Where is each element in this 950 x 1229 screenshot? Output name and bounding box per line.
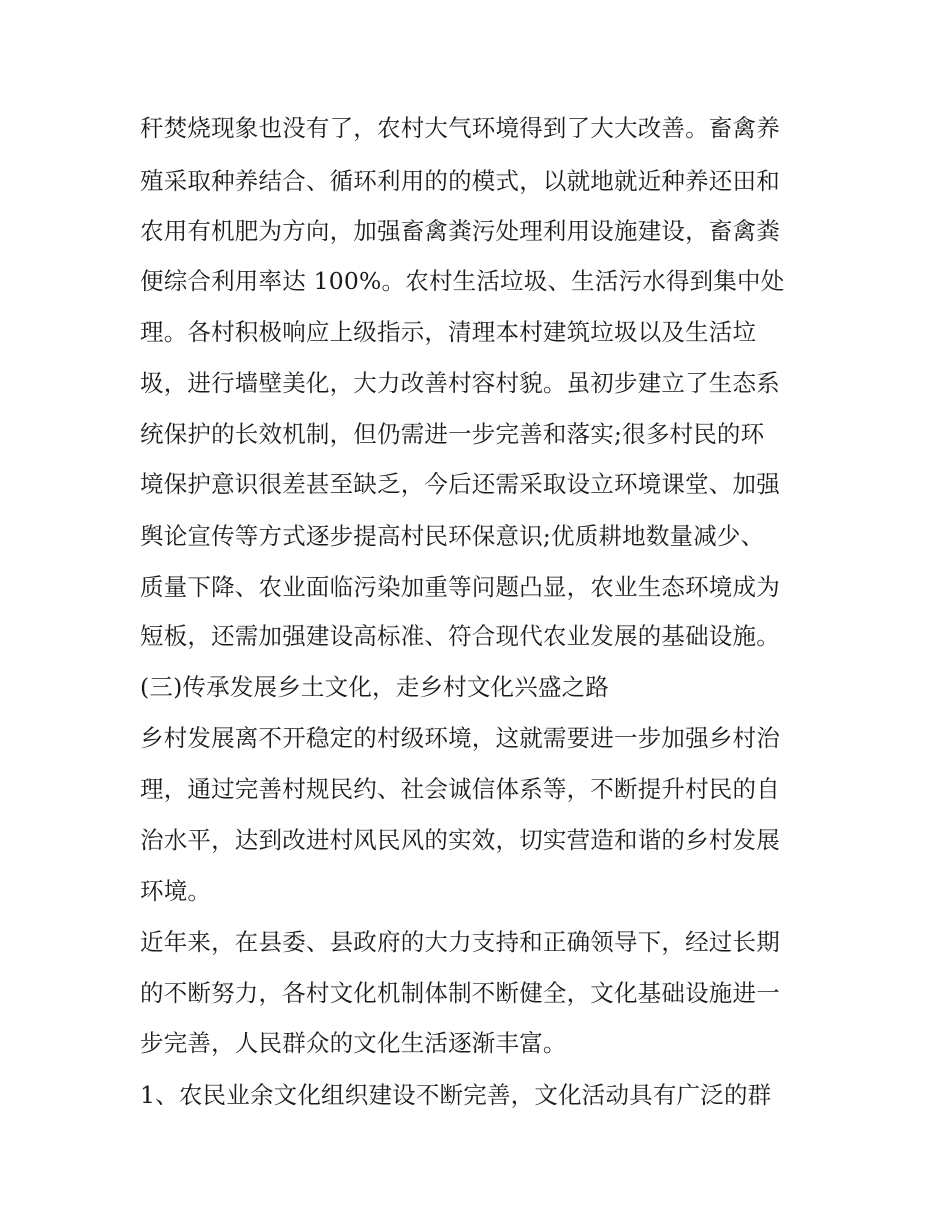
text-line: 理，通过完善村规民约、社会诚信体系等，不断提升村民的自 bbox=[140, 775, 780, 803]
text-line: 理。各村积极响应上级指示，清理本村建筑垃圾以及生活垃 bbox=[140, 318, 757, 346]
text-line: 便综合利用率达 100%。农村生活垃圾、生活污水得到集中处 bbox=[140, 267, 785, 295]
text-line: 质量下降、农业面临污染加重等问题凸显，农业生态环境成为 bbox=[140, 573, 780, 601]
text-line: 圾，进行墙壁美化，大力改善村容村貌。虽初步建立了生态系 bbox=[140, 369, 780, 397]
text-line: 的不断努力，各村文化机制体制不断健全，文化基础设施进一 bbox=[140, 979, 780, 1007]
text-line: 舆论宣传等方式逐步提高村民环保意识;优质耕地数量减少、 bbox=[140, 522, 765, 550]
text-line: 短板，还需加强建设高标准、符合现代农业发展的基础设施。 bbox=[140, 622, 780, 650]
list-item: 1、农民业余文化组织建设不断完善，文化活动具有广泛的群 bbox=[140, 1081, 772, 1109]
text-line: 步完善，人民群众的文化生活逐渐丰富。 bbox=[140, 1029, 567, 1057]
text-line: 农用有机肥为方向，加强畜禽粪污处理利用设施建设，畜禽粪 bbox=[140, 217, 780, 245]
text-line: 境保护意识很差甚至缺乏，今后还需采取设立环境课堂、加强 bbox=[140, 470, 780, 498]
text-line: 秆焚烧现象也没有了，农村大气环境得到了大大改善。畜禽养 bbox=[140, 114, 780, 142]
text-line: 统保护的长效机制，但仍需进一步完善和落实;很多村民的环 bbox=[140, 420, 765, 448]
text-line: 殖采取种养结合、循环利用的的模式，以就地就近种养还田和 bbox=[140, 167, 780, 195]
text-line: 乡村发展离不开稳定的村级环境，这就需要进一步加强乡村治 bbox=[140, 724, 780, 752]
text-line: 近年来，在县委、县政府的大力支持和正确领导下，经过长期 bbox=[140, 928, 780, 956]
text-line: 环境。 bbox=[140, 877, 212, 905]
text-line: 治水平，达到改进村风民风的实效，切实营造和谐的乡村发展 bbox=[140, 826, 780, 854]
section-heading: (三)传承发展乡土文化，走乡村文化兴盛之路 bbox=[140, 673, 610, 701]
